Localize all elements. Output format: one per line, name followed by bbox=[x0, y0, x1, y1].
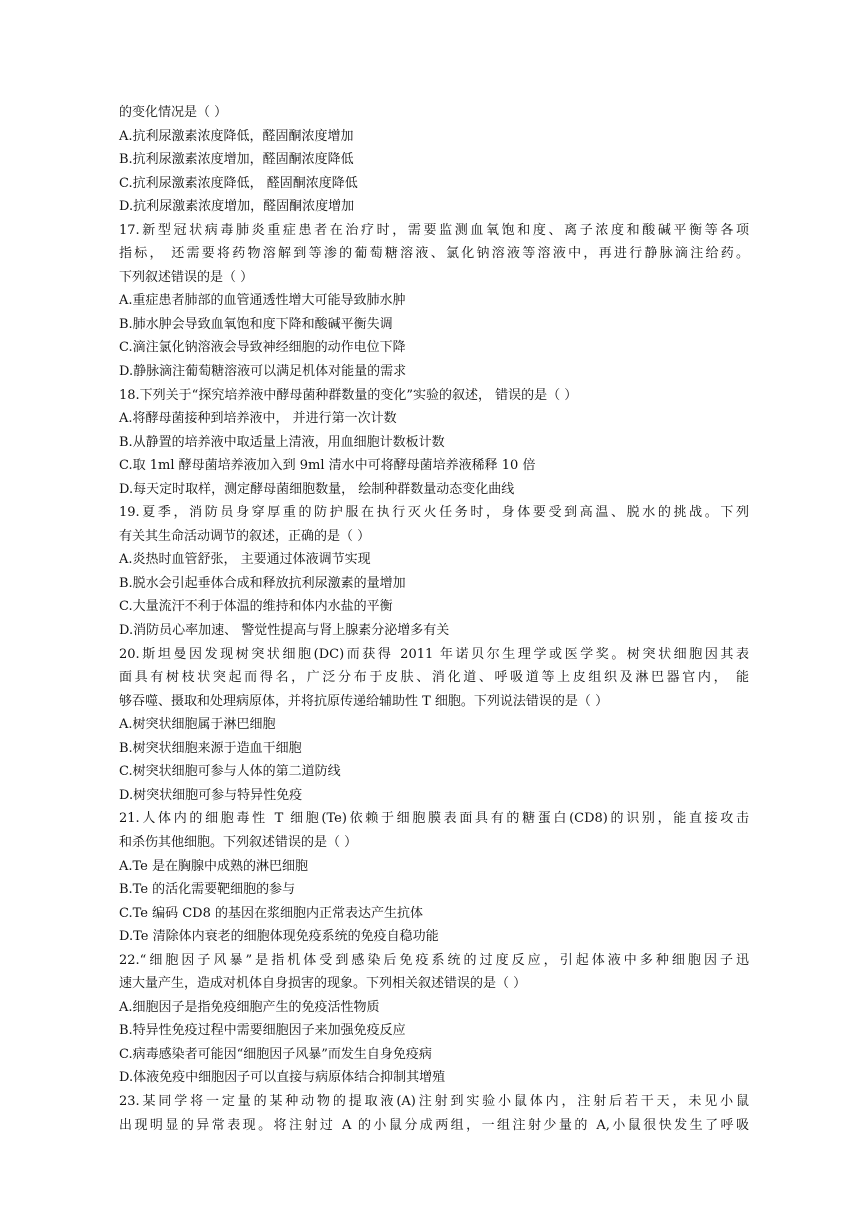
answer-option-line: A.抗利尿激素浓度降低，醛固酮浓度增加 bbox=[119, 128, 354, 144]
answer-option-line: C.滴注氯化钠溶液会导致神经细胞的动作电位下降 bbox=[119, 340, 406, 356]
question-stem-line: 指标， 还需要将药物溶解到等渗的葡萄糖溶液、氯化钠溶液等溶液中，再进行静脉滴注给药。 bbox=[119, 246, 749, 262]
question-stem-line: 的变化情况是（ ） bbox=[119, 105, 228, 120]
answer-option-line: B.Te 的活化需要靶细胞的参与 bbox=[119, 882, 296, 898]
question-stem-line: 和杀伤其他细胞。下列叙述错误的是（ ） bbox=[119, 834, 358, 850]
answer-option-line: A.重症患者肺部的血管通透性增大可能导致肺水肿 bbox=[119, 293, 406, 309]
answer-option-line: C.取 1ml 酵母菌培养液加入到 9ml 清水中可将酵母菌培养液稀释 10 倍 bbox=[119, 458, 536, 474]
answer-option-line: A.树突状细胞属于淋巴细胞 bbox=[119, 717, 276, 733]
question-stem-line: 有关其生命活动调节的叙述，正确的是（ ） bbox=[119, 528, 371, 544]
answer-option-line: D.每天定时取样，测定酵母菌细胞数量， 绘制种群数量动态变化曲线 bbox=[119, 481, 515, 497]
answer-option-line: C.Te 编码 CD8 的基因在浆细胞内正常表达产生抗体 bbox=[119, 905, 424, 921]
question-stem-line: 面具有树枝状突起而得名，广泛分布于皮肤、消化道、呼吸道等上皮组织及淋巴器官内， 能 bbox=[119, 670, 749, 686]
answer-option-line: D.Te 清除体内衰老的细胞体现免疫系统的免疫自稳功能 bbox=[119, 929, 439, 945]
answer-option-line: A.炎热时血管舒张， 主要通过体液调节实现 bbox=[119, 552, 371, 568]
answer-option-line: B.从静置的培养液中取适量上清液，用血细胞计数板计数 bbox=[119, 434, 445, 450]
answer-option-line: C.大量流汗不利于体温的维持和体内水盐的平衡 bbox=[119, 599, 393, 615]
question-stem-line: 速大量产生，造成对机体自身损害的现象。下列相关叙述错误的是（ ） bbox=[119, 976, 527, 992]
answer-option-line: C.抗利尿激素浓度降低， 醛固酮浓度降低 bbox=[119, 175, 358, 191]
question-stem-line: 够吞噬、摄取和处理病原体，并将抗原传递给辅助性 T 细胞。下列说法错误的是（ ） bbox=[119, 693, 609, 709]
answer-option-line: B.特异性免疫过程中需要细胞因子来加强免疫反应 bbox=[119, 1023, 406, 1039]
answer-option-line: D.体液免疫中细胞因子可以直接与病原体结合抑制其增殖 bbox=[119, 1070, 446, 1086]
answer-option-line: C.病毒感染者可能因“细胞因子风暴”而发生自身免疫病 bbox=[119, 1046, 432, 1062]
answer-option-line: A.细胞因子是指免疫细胞产生的免疫活性物质 bbox=[119, 999, 380, 1015]
question-text-block bbox=[119, 101, 749, 1137]
answer-option-line: D.消防员心率加速、 警觉性提高与肾上腺素分泌增多有关 bbox=[119, 623, 450, 639]
question-stem-line: 出现明显的异常表现。将注射过 A 的小鼠分成两组，一组注射少量的 A,小鼠很快发生了呼吸 bbox=[119, 1117, 749, 1133]
question-stem-line: 19.夏季，消防员身穿厚重的防护服在执行灭火任务时，身体要受到高温、脱水的挑战。下列 bbox=[119, 505, 749, 521]
answer-option-line: B.树突状细胞来源于造血干细胞 bbox=[119, 740, 302, 756]
question-stem-line: 17.新型冠状病毒肺炎重症患者在治疗时，需要监测血氧饱和度、离子浓度和酸碱平衡等各项 bbox=[119, 222, 749, 238]
question-stem-line: 22.“细胞因子风暴”是指机体受到感染后免疫系统的过度反应，引起体液中多种细胞因子迅 bbox=[119, 952, 749, 968]
answer-option-line: C.树突状细胞可参与人体的第二道防线 bbox=[119, 764, 341, 780]
answer-option-line: D.静脉滴注葡萄糖溶液可以满足机体对能量的需求 bbox=[119, 364, 407, 380]
question-stem-line: 下列叙述错误的是（ ） bbox=[119, 269, 254, 285]
answer-option-line: A.将酵母菌接种到培养液中， 并进行第一次计数 bbox=[119, 411, 397, 427]
answer-option-line: D.抗利尿激素浓度增加，醛固酮浓度增加 bbox=[119, 199, 355, 215]
answer-option-line: A.Te 是在胸腺中成熟的淋巴细胞 bbox=[119, 858, 309, 874]
question-stem-line: 18.下列关于“探究培养液中酵母菌种群数量的变化”实验的叙述， 错误的是（ ） bbox=[119, 387, 578, 403]
question-stem-line: 20.斯坦曼因发现树突状细胞(DC)而获得 2011 年诺贝尔生理学或医学奖。树突状细胞因其表 bbox=[119, 646, 749, 662]
question-stem-line: 23.某同学将一定量的某种动物的提取液(A)注射到实验小鼠体内，注射后若干天，未见小鼠 bbox=[119, 1093, 749, 1109]
answer-option-line: B.抗利尿激素浓度增加，醛固酮浓度降低 bbox=[119, 152, 354, 168]
answer-option-line: B.脱水会引起垂体合成和释放抗利尿激素的量增加 bbox=[119, 575, 406, 591]
question-stem-line: 21.人体内的细胞毒性 T 细胞(Te)依赖于细胞膜表面具有的糖蛋白(CD8)的识别，能直接攻击 bbox=[119, 811, 749, 827]
answer-option-line: B.肺水肿会导致血氧饱和度下降和酸碱平衡失调 bbox=[119, 316, 393, 332]
answer-option-line: D.树突状细胞可参与特异性免疫 bbox=[119, 787, 303, 803]
